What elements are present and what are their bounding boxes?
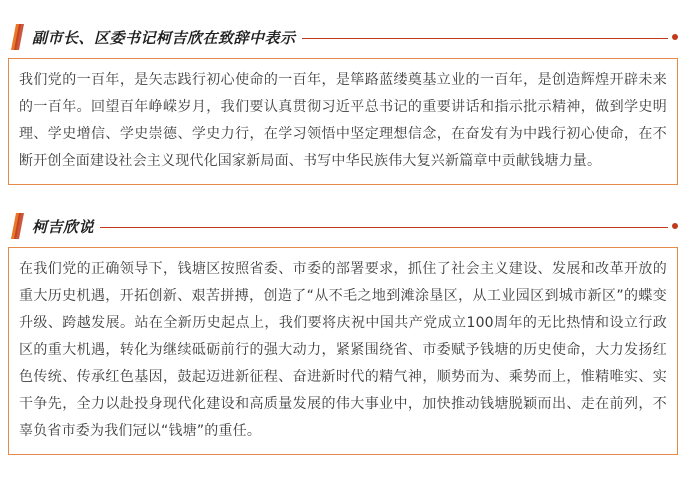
slanted-bar-marker-icon (10, 213, 24, 239)
section-paragraph: 在我们党的正确领导下，钱塘区按照省委、市委的部署要求，抓住了社会主义建设、发展和改革开放的重大历史机遇，开拓创新、艰苦拼搏，创造了“从不毛之地到滩涂垦区，从工业园区到城市新区”的蝶变升级、跨越发展。站在全新历史起点上，我们要将庆祝中国共产党成立100周年的无比热情和设立行政区的重大机遇，转化为继续砥砺前行的强大动力，紧紧围绕省、市委赋予钱塘的历史使命，大力发扬红色传统、传承红色基因，鼓起迈进新征程、奋进新时代的精气神，顺势而为、乘势而上，惟精唯实、实干争先，全力以赴投身现代化建设和高质量发展的伟大事业中，加快推动钱塘脱颖而出、走在前列，不辜负省市委为我们冠以“钱塘”的重任。 (19, 261, 667, 439)
section-title: 副市长、区委书记柯吉欣在致辞中表示 (32, 28, 296, 47)
section-content-box-2 (8, 247, 678, 455)
title-divider (100, 227, 668, 228)
section-paragraph: 我们党的一百年，是矢志践行初心使命的一百年，是筚路蓝缕奠基立业的一百年，是创造辉煌开辟未来的一百年。回望百年峥嵘岁月，我们要认真贯彻习近平总书记的重要讲话和指示批示精神，做到学史明理、学史增信、学史崇德、学史力行，在学习领悟中坚定理想信念，在奋发有为中践行初心使命，在不断开创全面建设社会主义现代化国家新局面、书写中华民族伟大复兴新篇章中贡献钱塘力量。 (19, 72, 667, 169)
divider-dot-icon (672, 34, 678, 40)
section-content-box-1 (8, 58, 678, 185)
divider-dot-icon (672, 223, 678, 229)
section-header-1 (8, 22, 678, 52)
slanted-bar-marker-icon (10, 24, 24, 50)
title-divider (302, 38, 668, 39)
section-title: 柯吉欣说 (32, 217, 95, 236)
section-header-2 (8, 211, 678, 241)
